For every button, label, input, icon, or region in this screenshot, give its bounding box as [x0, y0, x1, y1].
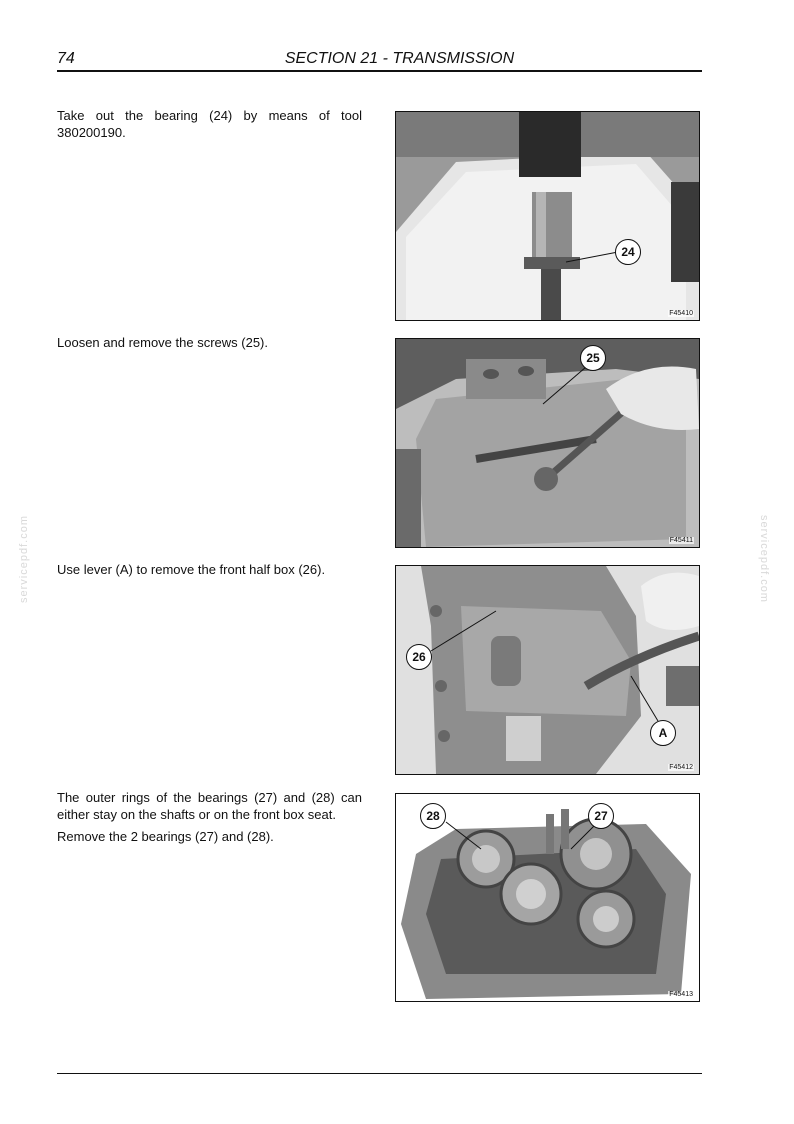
figure-code: F45412: [669, 764, 693, 771]
watermark-right: servicepdf.com: [758, 515, 770, 603]
step-1-paragraph: Take out the bearing (24) by means of tool 380200190.: [57, 108, 362, 140]
page-header: [57, 50, 702, 72]
figure-code: F45410: [669, 310, 693, 317]
step-3-paragraph: Use lever (A) to remove the front half box (26).: [57, 562, 326, 577]
step-4-paragraph-1: The outer rings of the bearings (27) and (28) can either stay on the shafts or on the front box seat.: [57, 790, 362, 822]
figure-bearing-removal: [395, 111, 700, 321]
step-2-paragraph: Loosen and remove the screws (25).: [57, 335, 268, 350]
watermark-left: servicepdf.com: [18, 515, 30, 603]
callout-A: A: [650, 720, 676, 746]
figure-code: F45411: [669, 537, 693, 544]
step-1-text: [57, 107, 362, 146]
page-number: 74: [57, 50, 75, 67]
step-4-paragraph-2: Remove the 2 bearings (27) and (28).: [57, 829, 274, 844]
callout-26: 26: [406, 644, 432, 670]
photo-screws-removal: [396, 339, 699, 547]
step-3-text: [57, 561, 362, 583]
photo-bearing-removal: [396, 112, 699, 320]
step-2-text: [57, 334, 362, 356]
callout-28: 28: [420, 803, 446, 829]
callout-24: 24: [615, 239, 641, 265]
figure-bearings-removal: [395, 793, 700, 1002]
callout-25: 25: [580, 345, 606, 371]
figure-screws-removal: [395, 338, 700, 548]
step-4-text: [57, 789, 362, 850]
figure-front-half-box: [395, 565, 700, 775]
section-title: SECTION 21 - TRANSMISSION: [284, 50, 515, 67]
callout-27: 27: [588, 803, 614, 829]
footer-rule: [57, 1073, 702, 1074]
figure-code: F45413: [669, 991, 693, 998]
